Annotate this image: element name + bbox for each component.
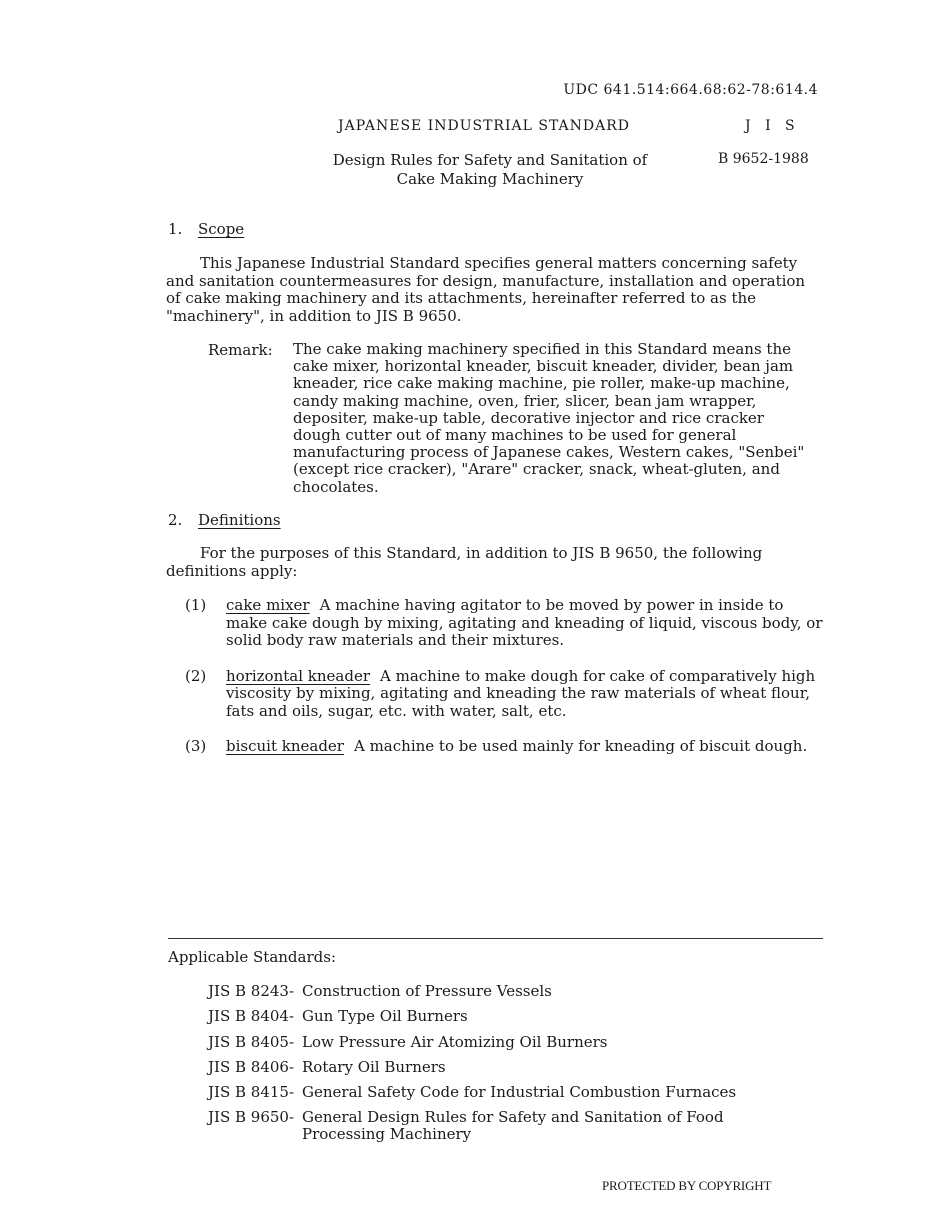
standard-code: JIS B 8404-	[208, 1007, 295, 1026]
scope-paragraph: This Japanese Industrial Standard specifies general matters concerning safety and sanitation countermeasures for design, manufacture, installation and operation of cake making machinery and its attachments, hereinafter referred to as the "machinery", in addition to JIS B 9650.	[166, 254, 806, 325]
udc-number: UDC 641.514:664.68:62-78:614.4	[563, 82, 818, 98]
standard-entry	[208, 1109, 808, 1149]
standard-entry	[208, 1059, 808, 1084]
definition-item	[185, 668, 825, 721]
standard-entry	[208, 1084, 808, 1109]
standard-code: JIS B 9650-	[208, 1108, 295, 1127]
standard-code: JIS B 8243-	[208, 982, 295, 1000]
jis-mark: J I S	[745, 118, 800, 134]
footnote-divider	[168, 938, 823, 939]
section-definitions-heading	[168, 511, 281, 529]
definition-term: biscuit kneader	[226, 737, 344, 755]
definition-number: (3)	[185, 737, 207, 755]
standard-title: JAPANESE INDUSTRIAL STANDARD	[338, 118, 630, 134]
standard-description: Gun Type Oil Burners	[302, 1007, 468, 1026]
standard-description: Rotary Oil Burners	[302, 1057, 446, 1076]
definitions-list	[185, 597, 825, 774]
standard-entry	[208, 1034, 808, 1059]
definition-term: horizontal kneader	[226, 666, 371, 685]
applicable-standards-list	[208, 983, 808, 1149]
definition-item	[185, 738, 825, 756]
standard-entry	[208, 983, 808, 1008]
remark-label: Remark:	[208, 341, 273, 359]
remark-text: The cake making machinery specified in this Standard means the cake mixer, horizontal kneader, biscuit kneader, divider, bean jam kneader, rice cake making machine, pie roller, make-up machine, candy making machine, oven, frier, slicer, bean jam wrapper, depositer, make-up table, decorative injector and rice cracker dough cutter out of many machines to be used for general manufacturing process of Japanese cakes, Western cakes, "Senbei" (except rice cracker), "Arare" cracker, snack, wheat-gluten, and chocolates.	[293, 340, 805, 496]
applicable-standards-title: Applicable Standards:	[168, 948, 336, 966]
definitions-intro: For the purposes of this Standard, in addition to JIS B 9650, the following definitions apply:	[166, 544, 763, 580]
definition-number: (1)	[185, 596, 207, 614]
standard-description: Low Pressure Air Atomizing Oil Burners	[302, 1032, 608, 1051]
definition-text: A machine having agitator to be moved by power in inside to make cake dough by mixing, agitating and kneading of liquid, viscous body, or solid body raw materials and their mixtures.	[226, 596, 823, 649]
document-title: Design Rules for Safety and Sanitation of Cake Making Machinery	[332, 151, 648, 188]
standard-description: Construction of Pressure Vessels	[302, 982, 552, 1000]
section-title: Definitions	[198, 511, 281, 529]
section-title: Scope	[198, 220, 245, 238]
definition-term: cake mixer	[226, 596, 310, 614]
definition-text: A machine to make dough for cake of comparatively high viscosity by mixing, agitating and kneading the raw materials of wheat flour, fats and oils, sugar, etc. with water, salt, etc.	[226, 666, 816, 720]
section-number: 2.	[168, 511, 183, 529]
standard-description: General Design Rules for Safety and Sanitation of Food Processing Machinery	[302, 1108, 724, 1144]
copyright-notice: PROTECTED BY COPYRIGHT	[602, 1178, 772, 1193]
standard-entry	[208, 1008, 808, 1033]
standard-description: General Safety Code for Industrial Combustion Furnaces	[302, 1083, 737, 1102]
standard-code: JIS B 8405-	[208, 1032, 295, 1051]
section-number: 1.	[168, 220, 183, 238]
document-number: B 9652-1988	[718, 151, 809, 167]
standard-code: JIS B 8415-	[208, 1083, 295, 1102]
definition-number: (2)	[185, 666, 207, 685]
standard-code: JIS B 8406-	[208, 1057, 295, 1076]
definition-text: A machine to be used mainly for kneading of biscuit dough.	[353, 737, 808, 755]
section-scope-heading	[168, 220, 244, 238]
definition-item	[185, 597, 825, 650]
